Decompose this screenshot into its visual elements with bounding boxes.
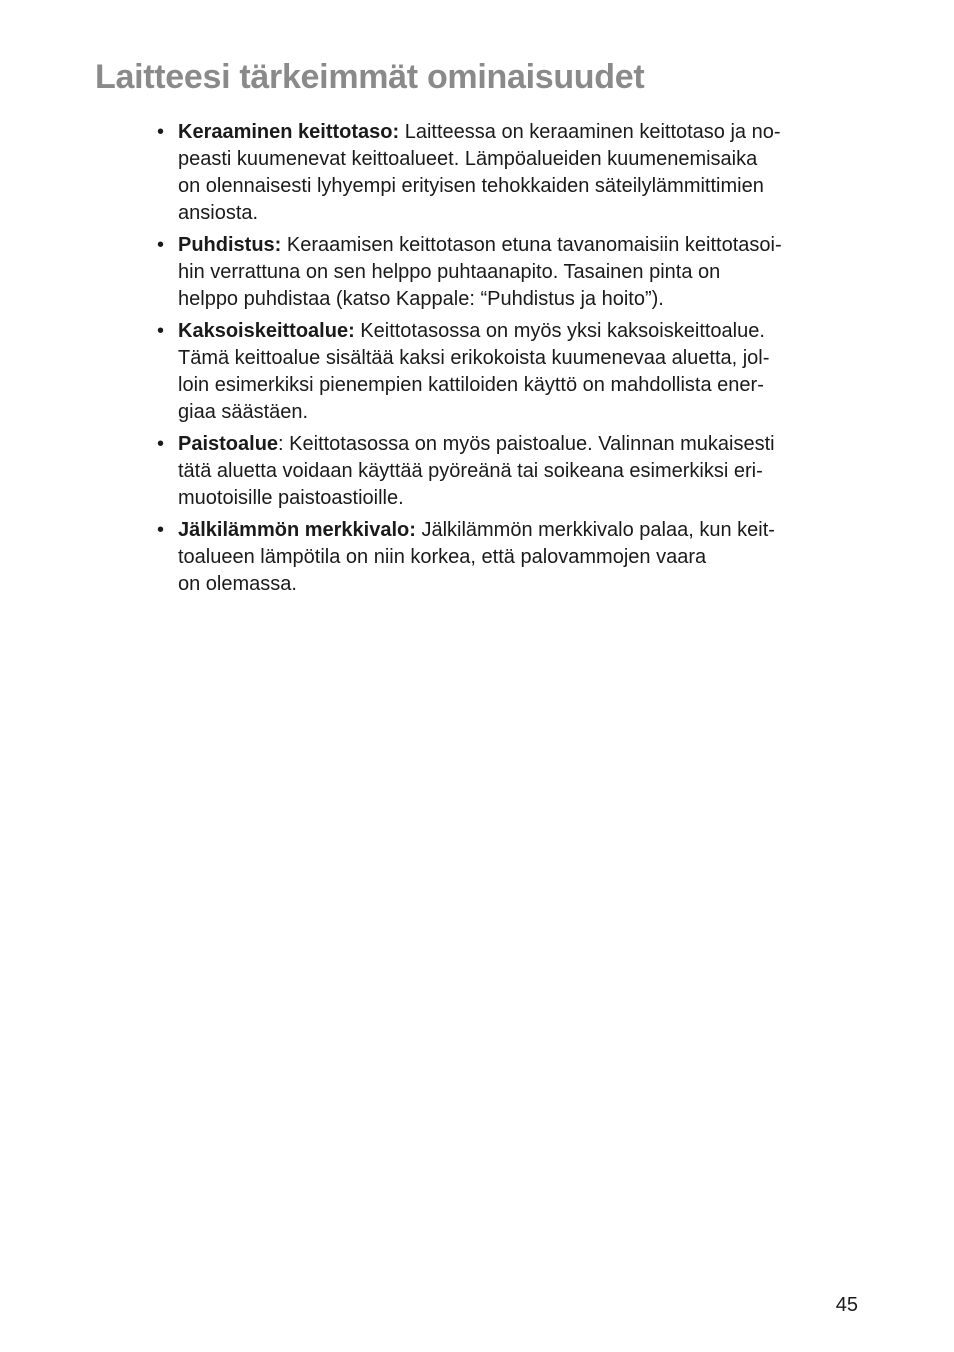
feature-text: Tämä keittoalue sisältää kaksi erikokoista kuumenevaa aluetta, jol- bbox=[178, 347, 770, 369]
feature-term: Jälkilämmön merkkivalo: bbox=[178, 519, 416, 541]
bullet-icon: • bbox=[157, 234, 165, 256]
feature-text: on olennaisesti lyhyempi erityisen tehokkaiden säteilylämmittimien bbox=[178, 175, 764, 197]
feature-text: muotoisille paistoastioille. bbox=[178, 487, 404, 509]
feature-text: on olemassa. bbox=[178, 573, 297, 595]
page-number: 45 bbox=[835, 1294, 858, 1316]
bullet-icon: • bbox=[157, 433, 165, 455]
feature-text: tätä aluetta voidaan käyttää pyöreänä tai soikeana esimerkiksi eri- bbox=[178, 460, 763, 482]
bullet-icon: • bbox=[157, 320, 165, 342]
feature-item-roasting-zone bbox=[157, 431, 867, 512]
feature-text: Jälkilämmön merkkivalo palaa, kun keit- bbox=[415, 519, 775, 541]
feature-text: giaa säästäen. bbox=[178, 401, 309, 423]
feature-text: toalueen lämpötila on niin korkea, että palovammojen vaara bbox=[178, 546, 707, 568]
feature-text: Laitteessa on keraaminen keittotaso ja no- bbox=[399, 121, 781, 143]
feature-item-cleaning bbox=[157, 232, 867, 313]
feature-item-ceramic-hob bbox=[157, 119, 867, 227]
feature-text: Keraamisen keittotason etuna tavanomaisiin keittotasoi- bbox=[281, 234, 782, 256]
feature-text: peasti kuumenevat keittoalueet. Lämpöalueiden kuumenemisaika bbox=[178, 148, 758, 170]
feature-text: Keittotasossa on myös yksi kaksoiskeittoalue. bbox=[354, 320, 765, 342]
feature-term: Keraaminen keittotaso: bbox=[178, 121, 400, 143]
feature-term: Puhdistus: bbox=[178, 234, 282, 256]
bullet-icon: • bbox=[157, 519, 165, 541]
feature-term: Paistoalue bbox=[178, 433, 279, 455]
page-title: Laitteesi tärkeimmät ominaisuudet bbox=[95, 58, 645, 96]
feature-term: Kaksoiskeittoalue: bbox=[178, 320, 355, 342]
feature-list bbox=[157, 119, 867, 603]
bullet-icon: • bbox=[157, 121, 165, 143]
feature-text: loin esimerkiksi pienempien kattiloiden käyttö on mahdollista ener- bbox=[178, 374, 764, 396]
feature-text: : Keittotasossa on myös paistoalue. Valinnan mukaisesti bbox=[278, 433, 775, 455]
feature-text: ansiosta. bbox=[178, 202, 259, 224]
feature-item-dual-zone bbox=[157, 318, 867, 426]
feature-text: hin verrattuna on sen helppo puhtaanapito. Tasainen pinta on bbox=[178, 261, 721, 283]
feature-item-residual-heat bbox=[157, 517, 867, 598]
feature-text: helppo puhdistaa (katso Kappale: “Puhdistus ja hoito”). bbox=[178, 288, 664, 310]
